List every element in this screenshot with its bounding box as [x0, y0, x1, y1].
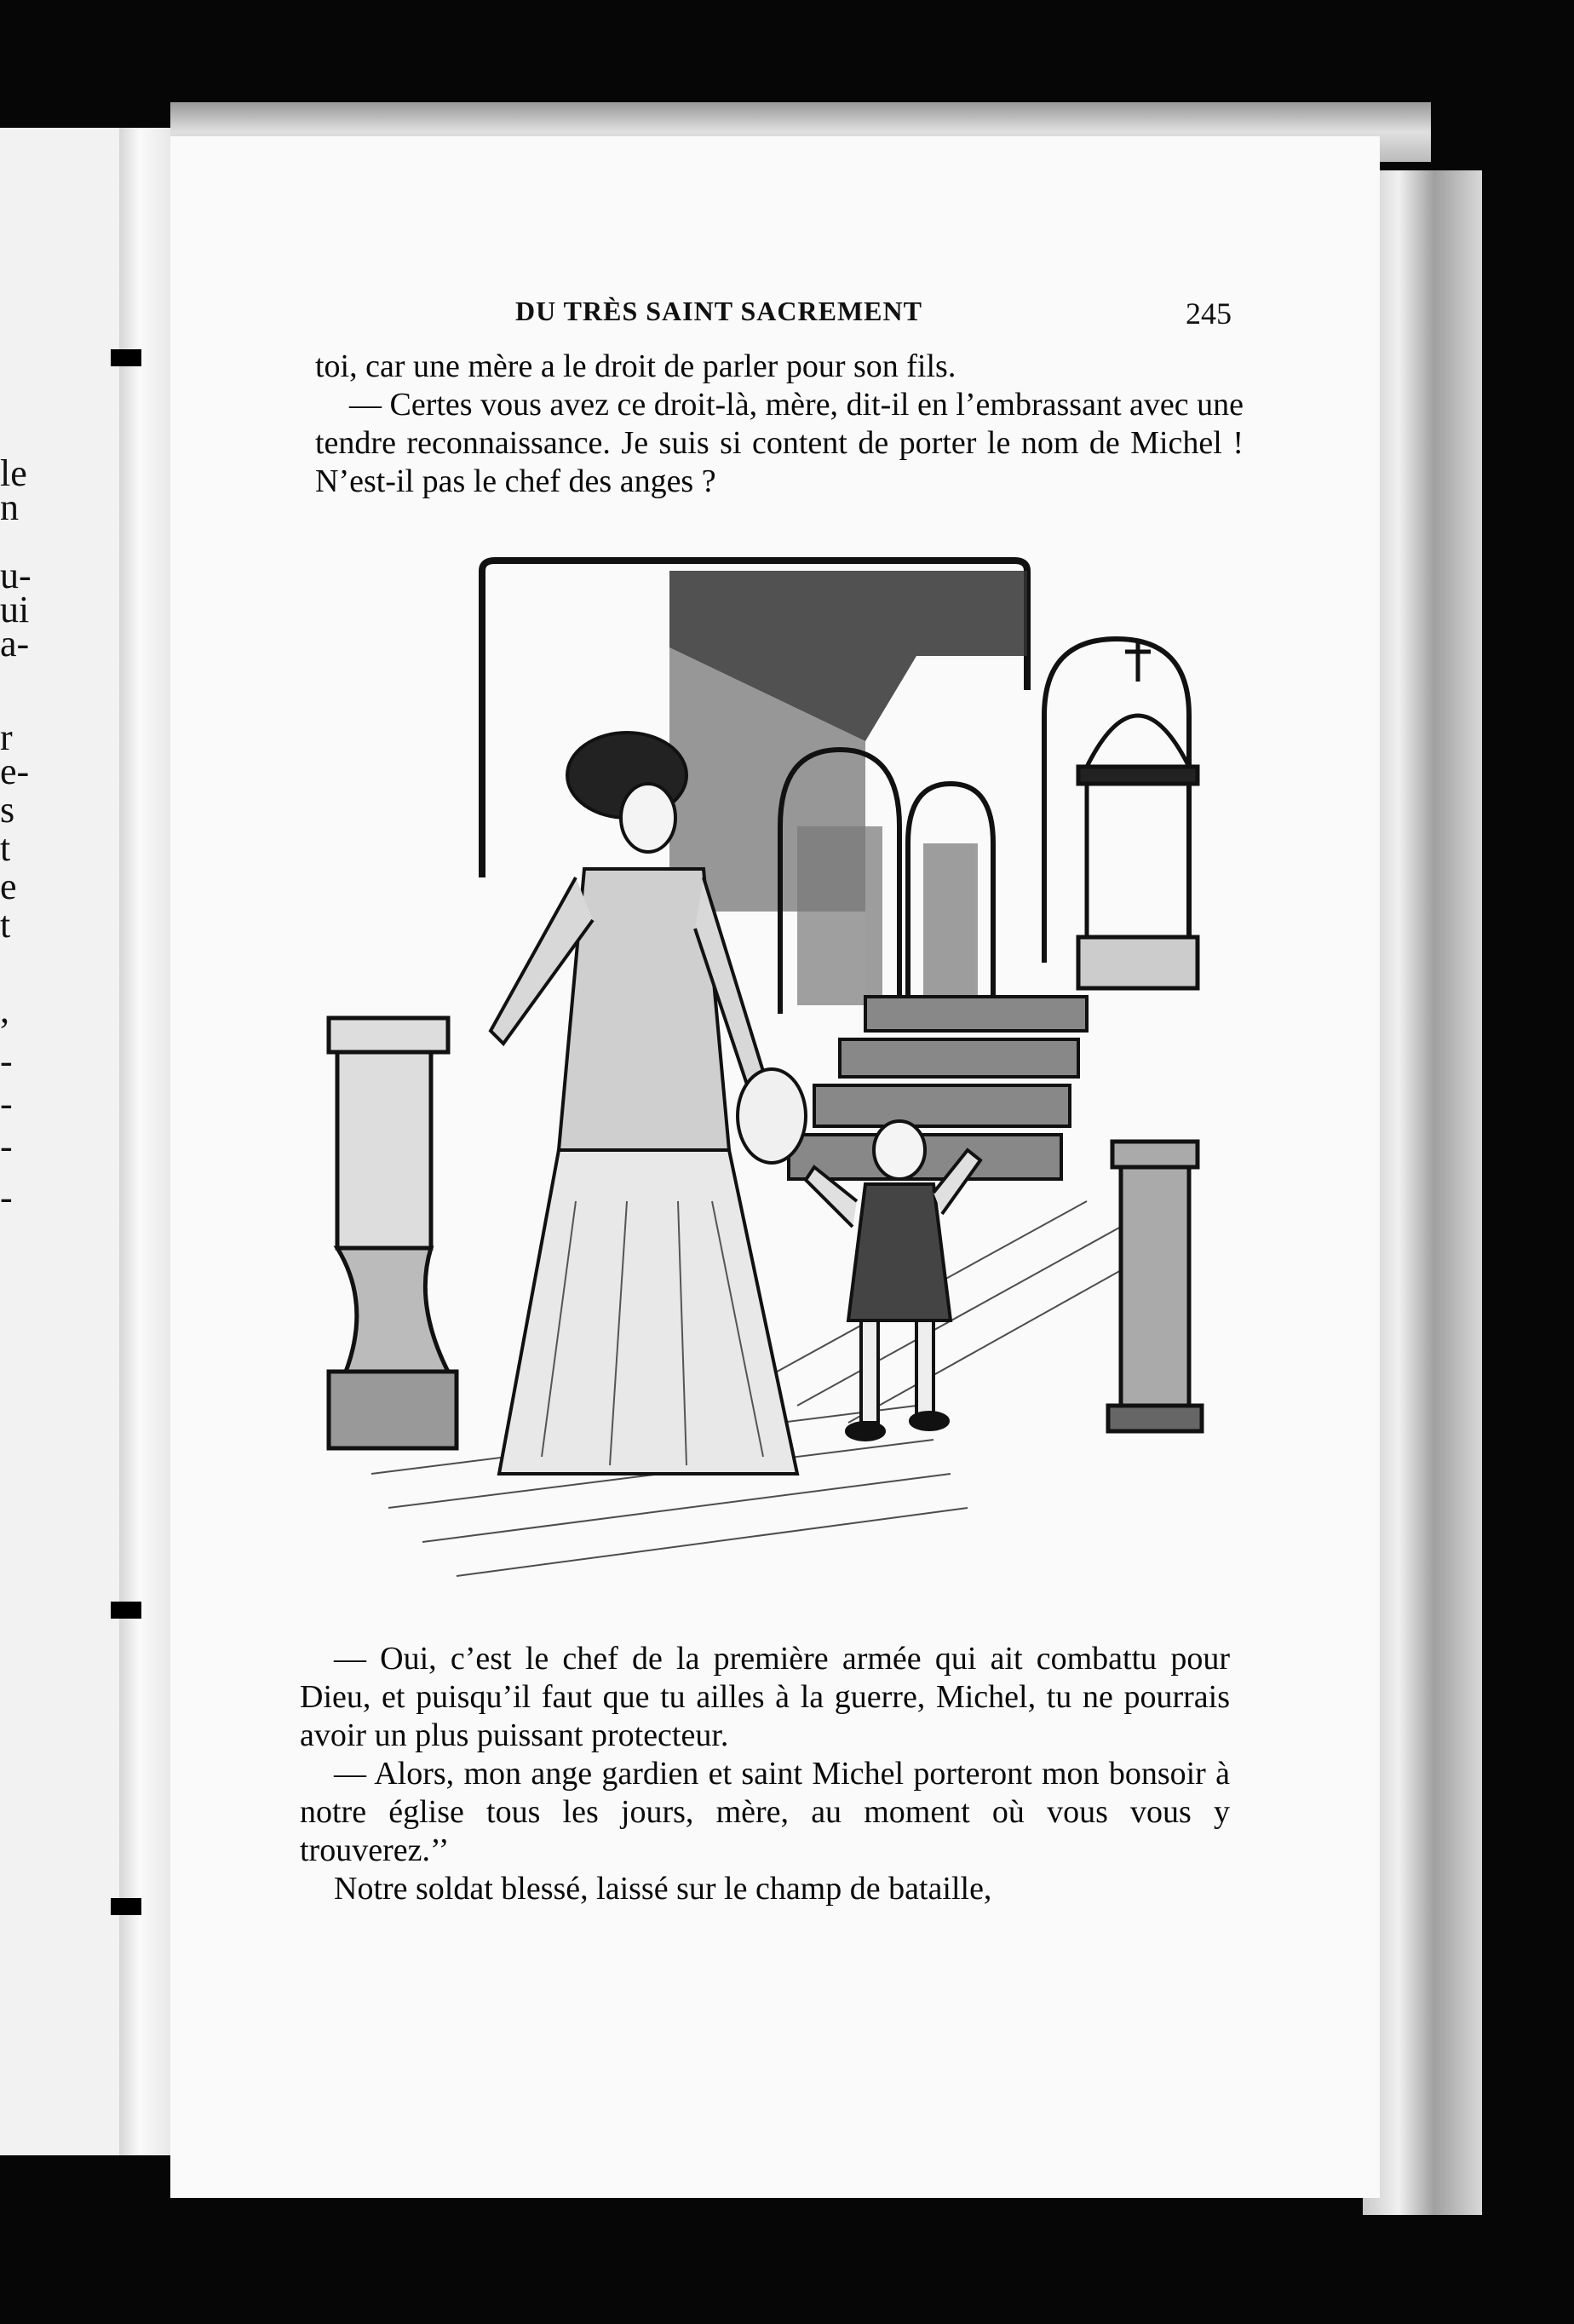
arch-interiors: [797, 826, 978, 1005]
altar-canopy: [1078, 639, 1198, 988]
left-edge-letter: -: [0, 1040, 13, 1082]
paragraph: — Certes vous avez ce droit-là, mère, dit-il en l’embrassant avec une tendre reconnaissance. Je suis si content de porter le nom de Michel ! N’est-il pas le chef des anges ?: [315, 387, 1244, 499]
page-number: 245: [1186, 296, 1232, 331]
left-edge-letter: u-: [0, 555, 32, 596]
left-edge-letter: s: [0, 789, 15, 831]
gutter-binding-mark: [111, 1602, 141, 1619]
book-gutter: [119, 128, 170, 2155]
left-edge-letter: t: [0, 827, 11, 869]
text-block-bottom: [300, 1640, 1230, 1908]
left-facing-page: [0, 128, 122, 2155]
gutter-binding-mark: [111, 1898, 141, 1915]
left-edge-letter: -: [0, 1176, 13, 1218]
church-pews: [789, 997, 1087, 1179]
paragraph: — Oui, c’est le chef de la première armée qui ait combattu pour Dieu, et puisqu’il faut que tu ailles à la guerre, Michel, tu ne pourrais avoir un plus puissant protecteur.: [300, 1641, 1230, 1753]
paragraph: — Alors, mon ange gardien et saint Michel porteront mon bonsoir à notre église tous les jours, mère, au moment où vous vous y trouverez.’’: [300, 1756, 1230, 1868]
running-head: DU TRÈS SAINT SACREMENT: [515, 296, 922, 326]
left-edge-letter: ui: [0, 589, 30, 630]
text-block-top: [315, 348, 1244, 501]
paragraph: toi, car une mère a le droit de parler pour son fils.: [315, 348, 956, 384]
left-edge-letter: le: [0, 452, 27, 494]
left-edge-letter: a-: [0, 623, 30, 664]
paragraph: Notre soldat blessé, laissé sur le champ de bataille,: [334, 1871, 992, 1907]
left-edge-letter: t: [0, 904, 11, 946]
left-edge-letter: n: [0, 486, 19, 528]
church-illustration: [320, 554, 1226, 1619]
left-edge-letter: e-: [0, 751, 30, 792]
pew-end-foreground: [329, 1018, 457, 1448]
left-edge-letter: -: [0, 1083, 13, 1125]
left-edge-letter: e: [0, 866, 17, 907]
book-fore-edge: [1363, 170, 1482, 2215]
left-edge-letter: r: [0, 716, 13, 758]
gutter-binding-mark: [111, 349, 141, 366]
left-edge-letter: -: [0, 1125, 13, 1167]
lectern: [1108, 1142, 1202, 1431]
left-edge-letter: ,: [0, 989, 9, 1031]
